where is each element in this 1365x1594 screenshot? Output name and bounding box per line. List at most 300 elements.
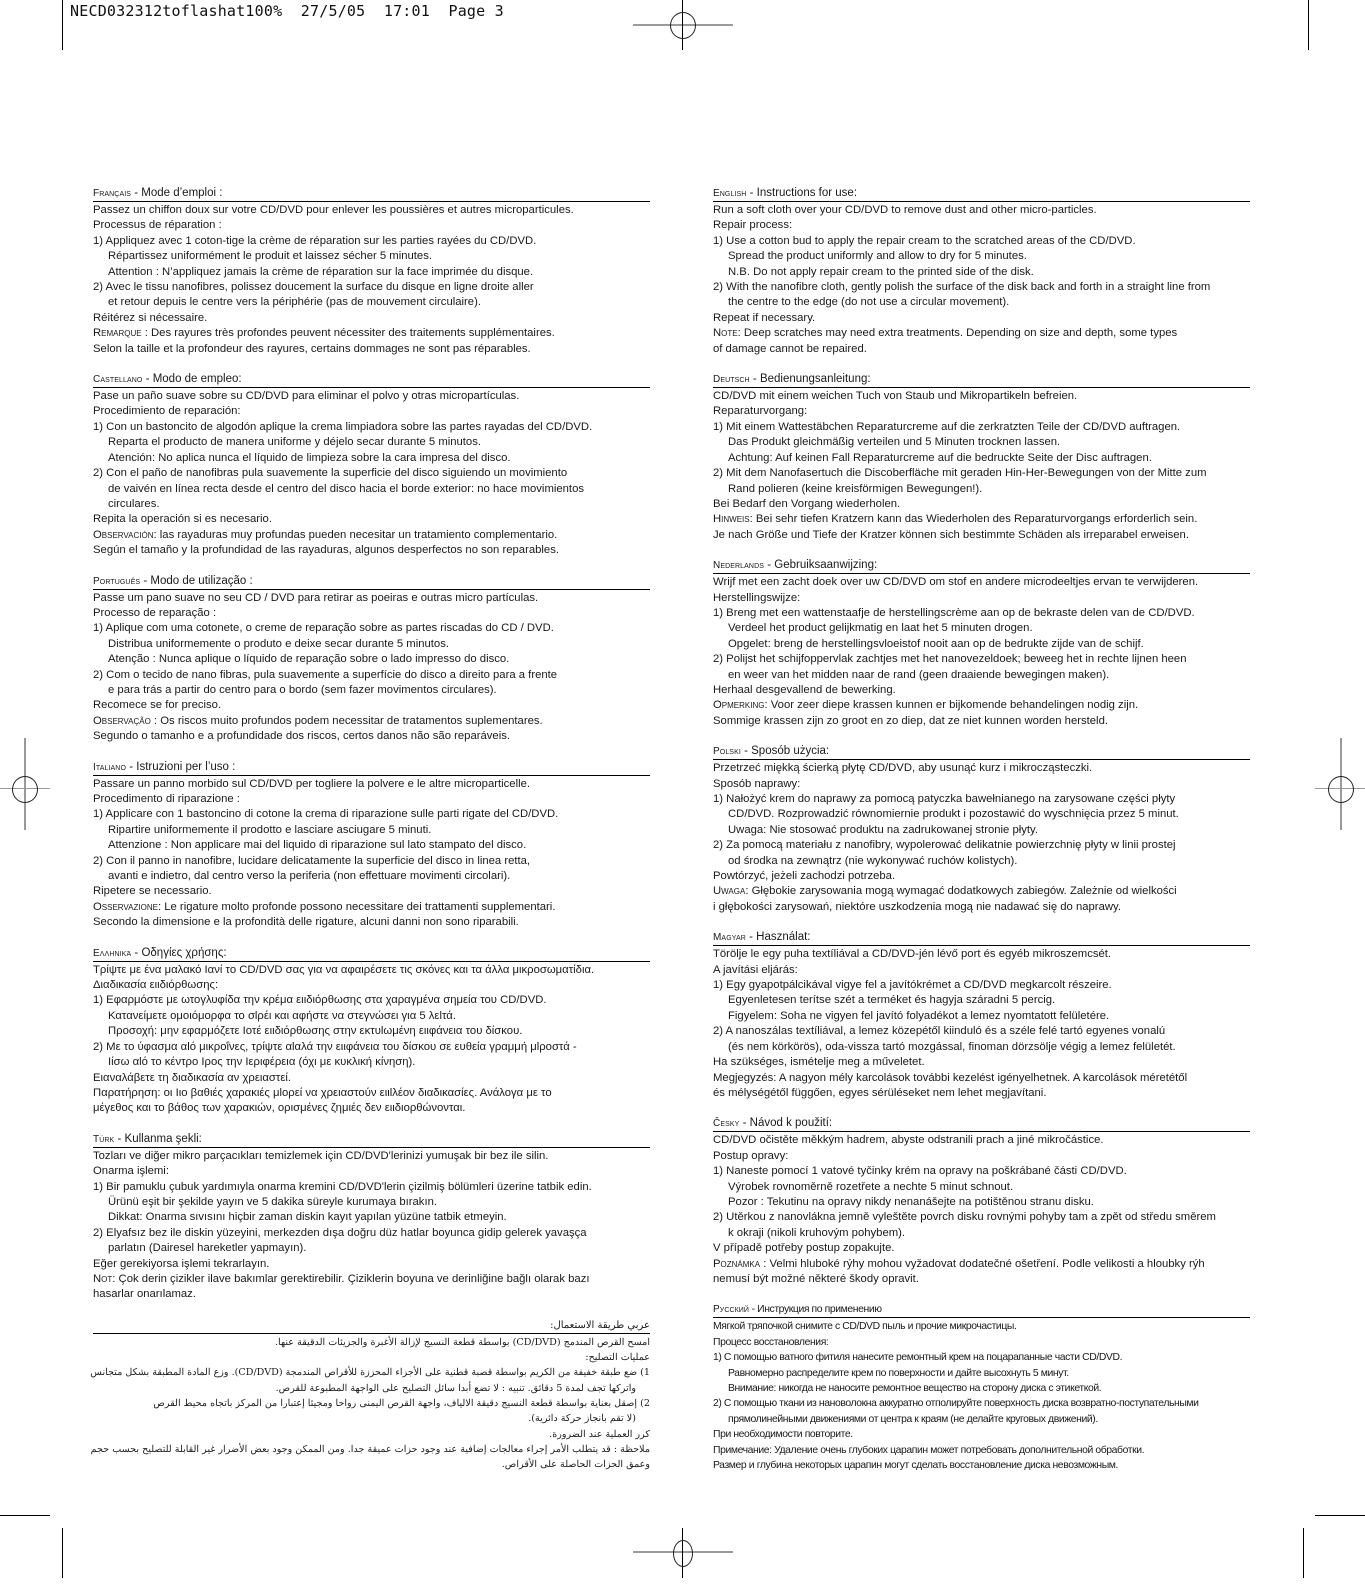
line-text: Равномерно распределите крем по поверхности и дайте высохнуть 5 минут. bbox=[728, 1367, 1069, 1379]
instruction-line bbox=[713, 466, 1250, 481]
line-text: 2) Utěrkou z nanovlákna jemně vyleštěte povrch disku rovnými pohyby tam a zpět od středu směrem bbox=[713, 1211, 1216, 1224]
instruction-line bbox=[93, 1335, 650, 1350]
instruction-line bbox=[93, 854, 650, 869]
line-text: Wrijf met een zacht doek over uw CD/DVD om stof en andere microdeeltjes ervan te verwijderen. bbox=[713, 576, 1199, 589]
line-text: Secondo la dimensione e la profondità delle rigature, alcuni danni non sono riparabili. bbox=[93, 916, 519, 929]
line-text: Pozor : Tekutinu na opravy nikdy nenanášejte na potištěnou stranu disku. bbox=[728, 1195, 1094, 1208]
heading-separator: - bbox=[749, 1304, 758, 1316]
instruction-line bbox=[713, 295, 1250, 310]
instruction-line bbox=[93, 420, 650, 435]
instruction-line bbox=[93, 621, 650, 636]
instruction-line bbox=[713, 1024, 1250, 1039]
line-text: Мягкой тряпочкой снимите с CD/DVD пыль и прочие микрочастицы. bbox=[713, 1321, 1017, 1333]
instruction-line bbox=[713, 1071, 1250, 1086]
line-text: od środka na zewnątrz (nie wykonywać ruchów kolistych). bbox=[728, 854, 1018, 867]
instruction-line bbox=[93, 1180, 650, 1195]
instruction-line bbox=[93, 1009, 650, 1024]
line-text: Uwaga: Nie stosować produktu na zadrukowanej stronie płyty. bbox=[728, 823, 1038, 836]
instruction-line bbox=[713, 389, 1250, 404]
instruction-line bbox=[713, 1164, 1250, 1179]
line-text: Run a soft cloth over your CD/DVD to remove dust and other micro-particles. bbox=[713, 204, 1097, 216]
instruction-line bbox=[713, 1366, 1250, 1381]
crop-mark-bottom-right-horizontal bbox=[1315, 1515, 1365, 1516]
section-heading bbox=[713, 187, 1250, 202]
instruction-line bbox=[713, 884, 1250, 899]
line-text: (لا تقم بانجاز حركة دائرية). bbox=[528, 1413, 636, 1425]
crop-mark-top-right-vertical bbox=[1308, 0, 1309, 50]
section-heading bbox=[93, 575, 650, 590]
language-label: عربي bbox=[627, 1319, 650, 1331]
instruction-line bbox=[713, 637, 1250, 652]
line-text: : Deep scratches may need extra treatments. Depending on size and depth, some types bbox=[737, 327, 1178, 340]
line-text: k okraji (nikoli kruhovým pohybem). bbox=[728, 1226, 906, 1239]
instruction-line bbox=[93, 698, 650, 713]
instruction-line bbox=[93, 1272, 650, 1287]
line-text: Ripartire uniformemente il prodotto e lasciare asciugare 5 minuti. bbox=[108, 823, 432, 836]
line-text: hasarlar onarılamaz. bbox=[93, 1288, 196, 1301]
section-heading bbox=[713, 1117, 1250, 1132]
note-label: Remarque bbox=[93, 327, 142, 340]
language-label: Magyar bbox=[713, 932, 746, 944]
line-text: : Głębokie zarysowania mogą wymagać dodatkowych zabiegów. Zależnie od wielkości bbox=[745, 885, 1177, 898]
instruction-line bbox=[93, 1457, 650, 1472]
line-text: Ειαναλάβετε τη διαδικασία αν χρειαστεί. bbox=[93, 1071, 292, 1084]
line-text: Processus de réparation : bbox=[93, 219, 222, 232]
heading-separator: - bbox=[131, 946, 142, 959]
line-text: Je nach Größe und Tiefe der Kratzer können sich bestimmte Schäden als irreparabel erweisen. bbox=[713, 528, 1189, 541]
crop-mark-bottom-right-vertical bbox=[1303, 1528, 1304, 1578]
instruction-line bbox=[713, 203, 1250, 218]
instruction-line bbox=[713, 482, 1250, 497]
instruction-line bbox=[713, 947, 1250, 962]
language-label: Polski bbox=[713, 746, 741, 758]
instruction-line bbox=[93, 884, 650, 899]
heading-separator: - bbox=[740, 745, 752, 758]
section-title: Инструкция по применению bbox=[757, 1304, 882, 1316]
instruction-line bbox=[713, 1149, 1250, 1164]
instruction-line bbox=[713, 1458, 1250, 1473]
crop-mark-top-left-vertical bbox=[62, 0, 63, 50]
language-label: Castellano bbox=[93, 374, 143, 386]
line-text: Passare un panno morbido sul CD/DVD per togliere la polvere e le altre microparticelle. bbox=[93, 777, 531, 790]
instruction-line bbox=[713, 1226, 1250, 1241]
instruction-lines bbox=[93, 203, 650, 357]
line-text: Passez un chiffon doux sur votre CD/DVD pour enlever les poussières et autres microparticules. bbox=[93, 204, 574, 216]
instruction-line bbox=[713, 1350, 1250, 1365]
line-text: Eğer gerekiyorsa işlemi tekrarlayın. bbox=[93, 1257, 270, 1270]
line-text: 2) Elyafsız bez ile diskin yüzeyini, merkezden dışa doğru düz hatlar boyunca gidip gelerek yavaşça bbox=[93, 1226, 587, 1239]
instruction-line bbox=[713, 1443, 1250, 1458]
line-text: 1) Mit einem Wattestäbchen Reparaturcreme auf die zerkratzten Teile der CD/DVD auftragen. bbox=[713, 420, 1181, 433]
instruction-line bbox=[713, 451, 1250, 466]
language-label: Ελληνικά bbox=[93, 947, 132, 959]
section-title: Οδηγίες χρήσης: bbox=[141, 946, 227, 959]
instruction-line bbox=[93, 218, 650, 233]
line-text: of damage cannot be repaired. bbox=[713, 342, 867, 355]
line-text: (és nem körkörös), oda-vissza tartó mozgással, finoman dörzsölje végig a lemez felületét. bbox=[728, 1040, 1176, 1053]
note-label: Observação bbox=[93, 714, 151, 727]
line-text: 2) Com o tecido de nano fibras, pula suavemente a superfície do disco a direito para a frente bbox=[93, 668, 558, 681]
line-text: CD/DVD očistěte měkkým hadrem, abyste odstranili prach a jiné mikročástice. bbox=[713, 1134, 1104, 1147]
instruction-line bbox=[93, 714, 650, 729]
language-section-magyar bbox=[713, 931, 1250, 1101]
instruction-line bbox=[713, 621, 1250, 636]
line-text: Herhaal desgevallend de bewerking. bbox=[713, 683, 896, 696]
instruction-line bbox=[90, 1442, 650, 1457]
instruction-line bbox=[93, 543, 650, 558]
section-heading bbox=[93, 761, 650, 776]
section-heading bbox=[713, 931, 1250, 946]
heading-separator: - bbox=[745, 931, 757, 944]
line-text: CD/DVD mit einem weichen Tuch von Staub und Mikropartikeln befreien. bbox=[713, 390, 1078, 403]
line-text: 1) Appliquez avec 1 coton-tige la crème de réparation sur les parties rayées du CD/DVD. bbox=[93, 234, 537, 247]
line-text: Segundo o tamanho e a profundidade dos riscos, certos danos não são reparáveis. bbox=[93, 730, 511, 743]
line-text: прямолинейными движениями от центра к краям (не делайте круговых движений). bbox=[728, 1413, 1098, 1425]
line-text: Distribua uniformemente o produto e deixe secar durante 5 minutos. bbox=[108, 637, 449, 650]
instruction-line bbox=[93, 591, 650, 606]
instruction-line bbox=[93, 265, 650, 280]
line-text: 2) Con el paño de nanofibras pula suavemente la superficie del disco siguiendo un movimiento bbox=[93, 467, 568, 480]
line-text: عمليات التصليح: bbox=[585, 1352, 650, 1364]
section-title: Istruzioni per l’uso : bbox=[136, 760, 236, 773]
language-label: Česky bbox=[713, 1118, 740, 1130]
instruction-line bbox=[713, 326, 1250, 341]
line-text: При необходимости повторите. bbox=[713, 1429, 853, 1441]
line-text: CD/DVD. Rozprowadzić równomiernie produkt i pozostawić do wyschnięcia przez 5 minut. bbox=[728, 808, 1179, 821]
instruction-line bbox=[93, 993, 650, 1008]
section-title: Kullanma şekli: bbox=[124, 1132, 202, 1145]
instruction-line bbox=[93, 963, 650, 978]
line-text: 2) С помощью ткани из нановолокна аккуратно отполируйте поверхность диска возвратно-поступательными bbox=[713, 1398, 1199, 1410]
instruction-lines bbox=[93, 389, 650, 558]
instruction-line bbox=[93, 1210, 650, 1225]
language-section-italiano bbox=[93, 761, 650, 931]
crop-mark-bottom-left-vertical bbox=[62, 1528, 63, 1578]
instruction-lines bbox=[90, 1335, 650, 1473]
section-heading bbox=[93, 947, 650, 962]
line-text: i głębokości zarysowań, niektóre uszkodzenia mogą nie nadawać się do naprawy. bbox=[713, 900, 1121, 913]
instruction-line bbox=[93, 1071, 650, 1086]
language-section-česky bbox=[713, 1117, 1250, 1287]
language-section-polski bbox=[713, 745, 1250, 915]
instruction-line bbox=[93, 249, 650, 264]
line-text: Repair process: bbox=[713, 219, 793, 232]
instruction-line bbox=[713, 1241, 1250, 1256]
line-text: circulares. bbox=[108, 497, 160, 510]
instruction-line bbox=[93, 915, 650, 930]
instruction-lines bbox=[713, 1319, 1250, 1473]
language-section-عربي bbox=[90, 1319, 650, 1473]
line-text: Repeat if necessary. bbox=[713, 311, 816, 324]
instruction-line bbox=[713, 512, 1250, 527]
language-section-ελληνικά bbox=[93, 947, 650, 1117]
line-text: Ha szükséges, ismételje meg a műveletet. bbox=[713, 1056, 925, 1069]
instruction-line bbox=[713, 978, 1250, 993]
heading-separator: - bbox=[126, 760, 137, 773]
instruction-lines bbox=[713, 389, 1250, 543]
language-section-deutsch bbox=[713, 373, 1250, 543]
language-section-english bbox=[713, 187, 1250, 357]
instruction-line bbox=[93, 652, 650, 667]
line-text: Reparta el producto de manera uniforme y déjelo secar durante 5 minutos. bbox=[108, 436, 482, 449]
line-text: Sposób naprawy: bbox=[713, 777, 801, 790]
line-text: Powtórzyć, jeżeli zachodzi potrzeba. bbox=[713, 870, 896, 883]
instruction-line bbox=[713, 869, 1250, 884]
heading-separator: - bbox=[749, 373, 760, 386]
instruction-lines bbox=[713, 575, 1250, 729]
instruction-line bbox=[713, 1086, 1250, 1101]
line-text: 1) Nałożyć krem do naprawy za pomocą patyczka bawełnianego na zarysowane części płyty bbox=[713, 793, 1176, 805]
line-text: : Des rayures très profondes peuvent nécessiter des traitements supplémentaires. bbox=[141, 327, 555, 340]
language-section-русский bbox=[713, 1303, 1250, 1473]
section-heading bbox=[93, 1319, 650, 1334]
instruction-line bbox=[713, 1210, 1250, 1225]
note-label: Observación bbox=[93, 528, 154, 541]
line-text: Ürünü eşit bir şekilde yayın ve 5 dakika süreyle kurumaya bırakın. bbox=[108, 1195, 438, 1208]
line-text: 1) Εφαρμόστε με ωτογλυφίδα την κρέμα ειιδιόρθωσης στα χαραγμένα σημεία του CD/DVD. bbox=[93, 994, 547, 1007]
instruction-lines bbox=[713, 203, 1250, 357]
line-text: Τρίψτε με ένα μαλακό Ιανί το CD/DVD σας για να αφαιρέσετε τις σκόνες και τα άλλα μικροσωματίδια. bbox=[93, 963, 595, 976]
instruction-lines bbox=[93, 591, 650, 745]
section-heading bbox=[713, 745, 1250, 760]
instruction-line bbox=[93, 900, 650, 915]
section-title: Gebruiksaanwijzing: bbox=[774, 559, 878, 572]
instruction-line bbox=[93, 668, 650, 683]
line-text: 2) Με το ύφασμα αlό μικροΐνες, τρίψτε αlαλά την ειιφάνεια του δίσκου σε ευθεία γραμμή μlροστά - bbox=[93, 1040, 577, 1053]
section-title: Návod k použití: bbox=[749, 1117, 833, 1130]
section-heading bbox=[713, 1303, 1250, 1318]
line-text: Tozları ve diğer mikro parçacıkları temizlemek için CD/DVD'lerinizi yumuşak bir bez ile silin. bbox=[93, 1149, 549, 1162]
line-text: 2) Avec le tissu nanofibres, polissez doucement la surface du disque en ligne droite aller bbox=[93, 281, 534, 294]
instruction-line bbox=[713, 900, 1250, 915]
instruction-line bbox=[93, 1257, 650, 1272]
language-label: English bbox=[713, 188, 747, 199]
instruction-line bbox=[713, 1180, 1250, 1195]
instruction-line bbox=[93, 203, 650, 218]
instruction-line bbox=[713, 1055, 1250, 1070]
instruction-line bbox=[713, 591, 1250, 606]
instruction-line bbox=[713, 993, 1250, 1008]
instruction-line bbox=[713, 838, 1250, 853]
line-text: : Os riscos muito profundos podem necessitar de tratamentos suplementares. bbox=[150, 714, 543, 727]
instruction-line bbox=[713, 714, 1250, 729]
line-text: 2) With the nanofibre cloth, gently polish the surface of the disk back and forth in a straight line from bbox=[713, 281, 1211, 294]
heading-separator: - bbox=[131, 187, 142, 199]
instruction-line bbox=[93, 1427, 650, 1442]
line-text: 2) Con il panno in nanofibre, lucidare delicatamente la superficie del disco in linea retta, bbox=[93, 854, 531, 867]
crop-mark-bottom-left-horizontal bbox=[0, 1515, 50, 1516]
instruction-lines bbox=[713, 1133, 1250, 1287]
section-title: Modo de empleo: bbox=[152, 373, 242, 386]
line-text: Procedimiento de reparación: bbox=[93, 405, 241, 418]
instruction-line bbox=[713, 1335, 1250, 1350]
instruction-line bbox=[713, 1133, 1250, 1148]
line-text: Dikkat: Onarma sıvısını hiçbir zaman diskin kayıt yapılan yüzüne tatbik etmeyin. bbox=[108, 1211, 507, 1224]
line-text: Verdeel het product gelijkmatig en laat het 5 minuten drogen. bbox=[728, 622, 1033, 635]
line-text: : Bei sehr tiefen Kratzern kann das Wiederholen des Reparaturvorgangs erforderlich sein. bbox=[749, 513, 1198, 526]
section-title: طريقة الاستعمال: bbox=[550, 1319, 625, 1331]
instruction-line bbox=[93, 482, 650, 497]
line-text: 2) Mit dem Nanofasertuch die Discoberfläche mit geraden Hin-Her-Bewegungen von der Mitte zum bbox=[713, 467, 1207, 480]
language-label: Русский bbox=[713, 1304, 750, 1316]
line-text: Spread the product uniformly and allow to dry for 5 minutes. bbox=[728, 250, 1027, 263]
instruction-line bbox=[93, 295, 650, 310]
instruction-line bbox=[713, 218, 1250, 233]
left-column bbox=[90, 187, 650, 1488]
instruction-line bbox=[93, 1226, 650, 1241]
note-label: Note bbox=[713, 327, 738, 340]
line-text: Según el tamaño y la profundidad de las rayaduras, algunos desperfectos no son reparables. bbox=[93, 544, 559, 557]
line-text: Achtung: Auf keinen Fall Reparaturcreme auf die bedruckte Seite der Disc auftragen. bbox=[728, 451, 1152, 464]
line-text: Opgelet: breng de herstellingsvloeistof nooit aan op de bedrukte zijde van de schijf. bbox=[728, 637, 1144, 650]
line-text: Внимание: никогда не наносите ремонтное вещество на сторону диска с этикеткой. bbox=[728, 1383, 1102, 1394]
line-text: e para trás a partir do centro para o bordo (sem fazer movimentos circulares). bbox=[108, 683, 497, 696]
instruction-line bbox=[713, 342, 1250, 357]
instruction-line bbox=[93, 1164, 650, 1179]
language-section-türk bbox=[93, 1133, 650, 1303]
language-label: Nederlands bbox=[713, 560, 765, 572]
line-text: és mélységétől függően, egyes sérüléseket nem lehet megjavítani. bbox=[713, 1086, 1047, 1099]
language-section-français bbox=[93, 187, 650, 357]
line-text: de vaivén en línea recta desde el centro del disco hacia el borde exterior: no hace movimientos bbox=[108, 482, 585, 495]
line-text: : Voor zeer diepe krassen kunnen er bijkomende behandelingen nodig zijn. bbox=[764, 699, 1139, 712]
instruction-line bbox=[93, 807, 650, 822]
line-text: N.B. Do not apply repair cream to the printed side of the disk. bbox=[728, 265, 1034, 278]
line-text: Rand polieren (keine kreisförmigen Bewegungen!). bbox=[728, 482, 983, 495]
note-label: Poznámka bbox=[713, 1257, 761, 1270]
instruction-lines bbox=[93, 963, 650, 1117]
heading-separator: - bbox=[739, 1117, 750, 1130]
line-text: V případě potřeby postup zopakujte. bbox=[713, 1242, 895, 1255]
line-text: Ιίσω αlό το κέντρο Ιρος την Ιεριφέρεια (όχι με κυκλική κίνηση). bbox=[108, 1056, 416, 1069]
line-text: Procedimento di riparazione : bbox=[93, 793, 240, 805]
heading-separator: - bbox=[746, 187, 757, 199]
line-text: parlatın (Dairesel hareketler yapmayın). bbox=[108, 1242, 307, 1255]
line-text: Κατανείμετε ομοιόμορφα το σlρέι και αφήστε να στεγνώσει για 5 λεlτά. bbox=[108, 1009, 456, 1022]
instruction-line bbox=[93, 1149, 650, 1164]
instruction-line bbox=[713, 420, 1250, 435]
note-label: Hinweis bbox=[713, 513, 750, 526]
instruction-line bbox=[93, 1195, 650, 1210]
line-text: Процесс восстановления: bbox=[713, 1336, 829, 1348]
instruction-line bbox=[93, 1381, 650, 1396]
line-text: امسح القرص المندمج (CD/DVD) بواسطة قطعة النسيج لإزالة الأغبرة والجزيئات الدقيقة عنها. bbox=[275, 1336, 650, 1348]
heading-separator: - bbox=[764, 559, 775, 572]
language-section-português bbox=[93, 575, 650, 745]
instruction-line bbox=[713, 854, 1250, 869]
instruction-line bbox=[713, 683, 1250, 698]
print-slug-header: NECD032312toflashat100% 27/5/05 17:01 Page 3 bbox=[70, 2, 504, 20]
instruction-line bbox=[713, 1040, 1250, 1055]
heading-separator: - bbox=[142, 373, 153, 386]
instruction-line bbox=[93, 1241, 650, 1256]
instruction-lines bbox=[93, 1149, 650, 1303]
language-label: Français bbox=[93, 188, 132, 199]
section-title: Instructions for use: bbox=[756, 187, 858, 199]
instruction-line bbox=[713, 807, 1250, 822]
section-title: Használat: bbox=[756, 931, 811, 944]
line-text: Pase un paño suave sobre su CD/DVD para eliminar el polvo y otras micropartículas. bbox=[93, 390, 520, 403]
line-text: the centre to the edge (do not use a circular movement). bbox=[728, 296, 1010, 309]
line-text: 1) С помощью ватного фитиля нанесите ремонтный крем на поцарапанные части CD/DVD. bbox=[713, 1352, 1123, 1364]
instruction-line bbox=[93, 792, 650, 807]
instruction-line bbox=[93, 823, 650, 838]
line-text: : las rayaduras muy profundas pueden necesitar un tratamiento complementario. bbox=[153, 528, 558, 541]
line-text: 1) ضع طبقة خفيفة من الكريم بواسطة قصبة قطنية على الأجزاء المحززة للأقراص المندمجة (CD/DVD). وزع المادة المطبقة بشكل متجانس bbox=[90, 1367, 650, 1379]
section-title: Mode d’emploi : bbox=[141, 187, 223, 199]
instruction-line bbox=[713, 234, 1250, 249]
instruction-line bbox=[93, 497, 650, 512]
line-text: Megjegyzés: A nagyon mély karcolások további kezelést igényelhetnek. A karcolások méretétől bbox=[713, 1071, 1188, 1084]
line-text: Das Produkt gleichmäßig verteilen und 5 Minuten trocknen lassen. bbox=[728, 436, 1061, 449]
note-label: Not bbox=[93, 1272, 113, 1285]
line-text: : Velmi hluboké rýhy mohou vyžadovat dodatečné ošetření. Podle velikosti a hloubky rýh bbox=[760, 1257, 1205, 1270]
line-text: Répartissez uniformément le produit et laissez sécher 5 minutes. bbox=[108, 250, 432, 263]
line-text: 2) A nanoszálas textíliával, a lemez közepétől kiinduló és a széle felé tartó egyenes vonalú bbox=[713, 1025, 1166, 1038]
instruction-line bbox=[93, 311, 650, 326]
instruction-line bbox=[713, 1257, 1250, 1272]
line-text: Atención: No aplica nunca el líquido de limpieza sobre la cara impresa del disco. bbox=[108, 451, 511, 464]
instruction-line bbox=[93, 435, 650, 450]
line-text: كرر العملية عند الضرورة. bbox=[549, 1428, 650, 1440]
instruction-line bbox=[713, 575, 1250, 590]
line-text: 2) إصقل بعناية بواسطة قطعة النسيج دقيقة الالياف، واجهة القرص اليمنى رواحا ومجيئا إعتبارا من المركز باتجاه محيط القرص bbox=[153, 1397, 650, 1409]
section-heading bbox=[713, 559, 1250, 574]
instruction-line bbox=[93, 869, 650, 884]
instruction-line bbox=[93, 326, 650, 341]
line-text: Törölje le egy puha textíliával a CD/DVD-jén lévő port és egyéb mikroszemcsét. bbox=[713, 948, 1112, 961]
instruction-line bbox=[93, 1055, 650, 1070]
section-title: Bedienungsanleitung: bbox=[759, 373, 871, 386]
instruction-line bbox=[713, 777, 1250, 792]
instruction-line bbox=[713, 1272, 1250, 1287]
instruction-lines bbox=[713, 947, 1250, 1101]
instruction-line bbox=[713, 761, 1250, 776]
instruction-lines bbox=[93, 777, 650, 931]
instruction-line bbox=[93, 528, 650, 543]
instruction-line bbox=[93, 389, 650, 404]
line-text: Figyelem: Soha ne vigyen fel javító folyadékot a lemez nyomtatott felületére. bbox=[728, 1009, 1110, 1022]
instruction-line bbox=[713, 963, 1250, 978]
line-text: 1) Applicare con 1 bastoncino di cotone la crema di riparazione sulle parti rigate del CD/DVD. bbox=[93, 808, 559, 821]
instruction-line bbox=[713, 404, 1250, 419]
instruction-line bbox=[93, 637, 650, 652]
language-section-nederlands bbox=[713, 559, 1250, 729]
instruction-line bbox=[713, 528, 1250, 543]
instruction-line bbox=[713, 1381, 1250, 1396]
line-text: واتركها تجف لمدة 5 دقائق. تنبيه : لا تضع أبدا سائل التصليح على الواجهة المطبوعة للقرص. bbox=[275, 1382, 636, 1394]
instruction-line bbox=[93, 1040, 650, 1055]
instruction-line bbox=[93, 451, 650, 466]
instruction-line bbox=[93, 234, 650, 249]
instruction-line bbox=[713, 311, 1250, 326]
section-title: Modo de utilização : bbox=[150, 574, 253, 587]
line-text: Postup opravy: bbox=[713, 1149, 789, 1162]
heading-separator: - bbox=[114, 1132, 125, 1145]
language-label: Türk bbox=[93, 1133, 115, 1145]
line-text: Διαδικασία ειιδιόρθωσης: bbox=[93, 979, 219, 992]
right-column bbox=[713, 187, 1250, 1489]
line-text: ملاحظة : قد يتطلب الأمر إجراء معالجات إضافية عند وجود حزات عميقة جدا. ومن الممكن وجود بعض الأضرار غير القابلة للتصليح بحسب حجم bbox=[90, 1443, 650, 1455]
instruction-line bbox=[93, 729, 650, 744]
line-text: Réitérez si nécessaire. bbox=[93, 311, 208, 324]
section-heading bbox=[93, 373, 650, 388]
line-text: A javítási eljárás: bbox=[713, 963, 798, 976]
line-text: Atenção : Nunca aplique o líquido de reparação sobre o lado impresso do disco. bbox=[108, 653, 510, 666]
note-label: Osservazione bbox=[93, 900, 158, 913]
instruction-line bbox=[713, 606, 1250, 621]
note-label: Opmerking bbox=[713, 699, 765, 712]
